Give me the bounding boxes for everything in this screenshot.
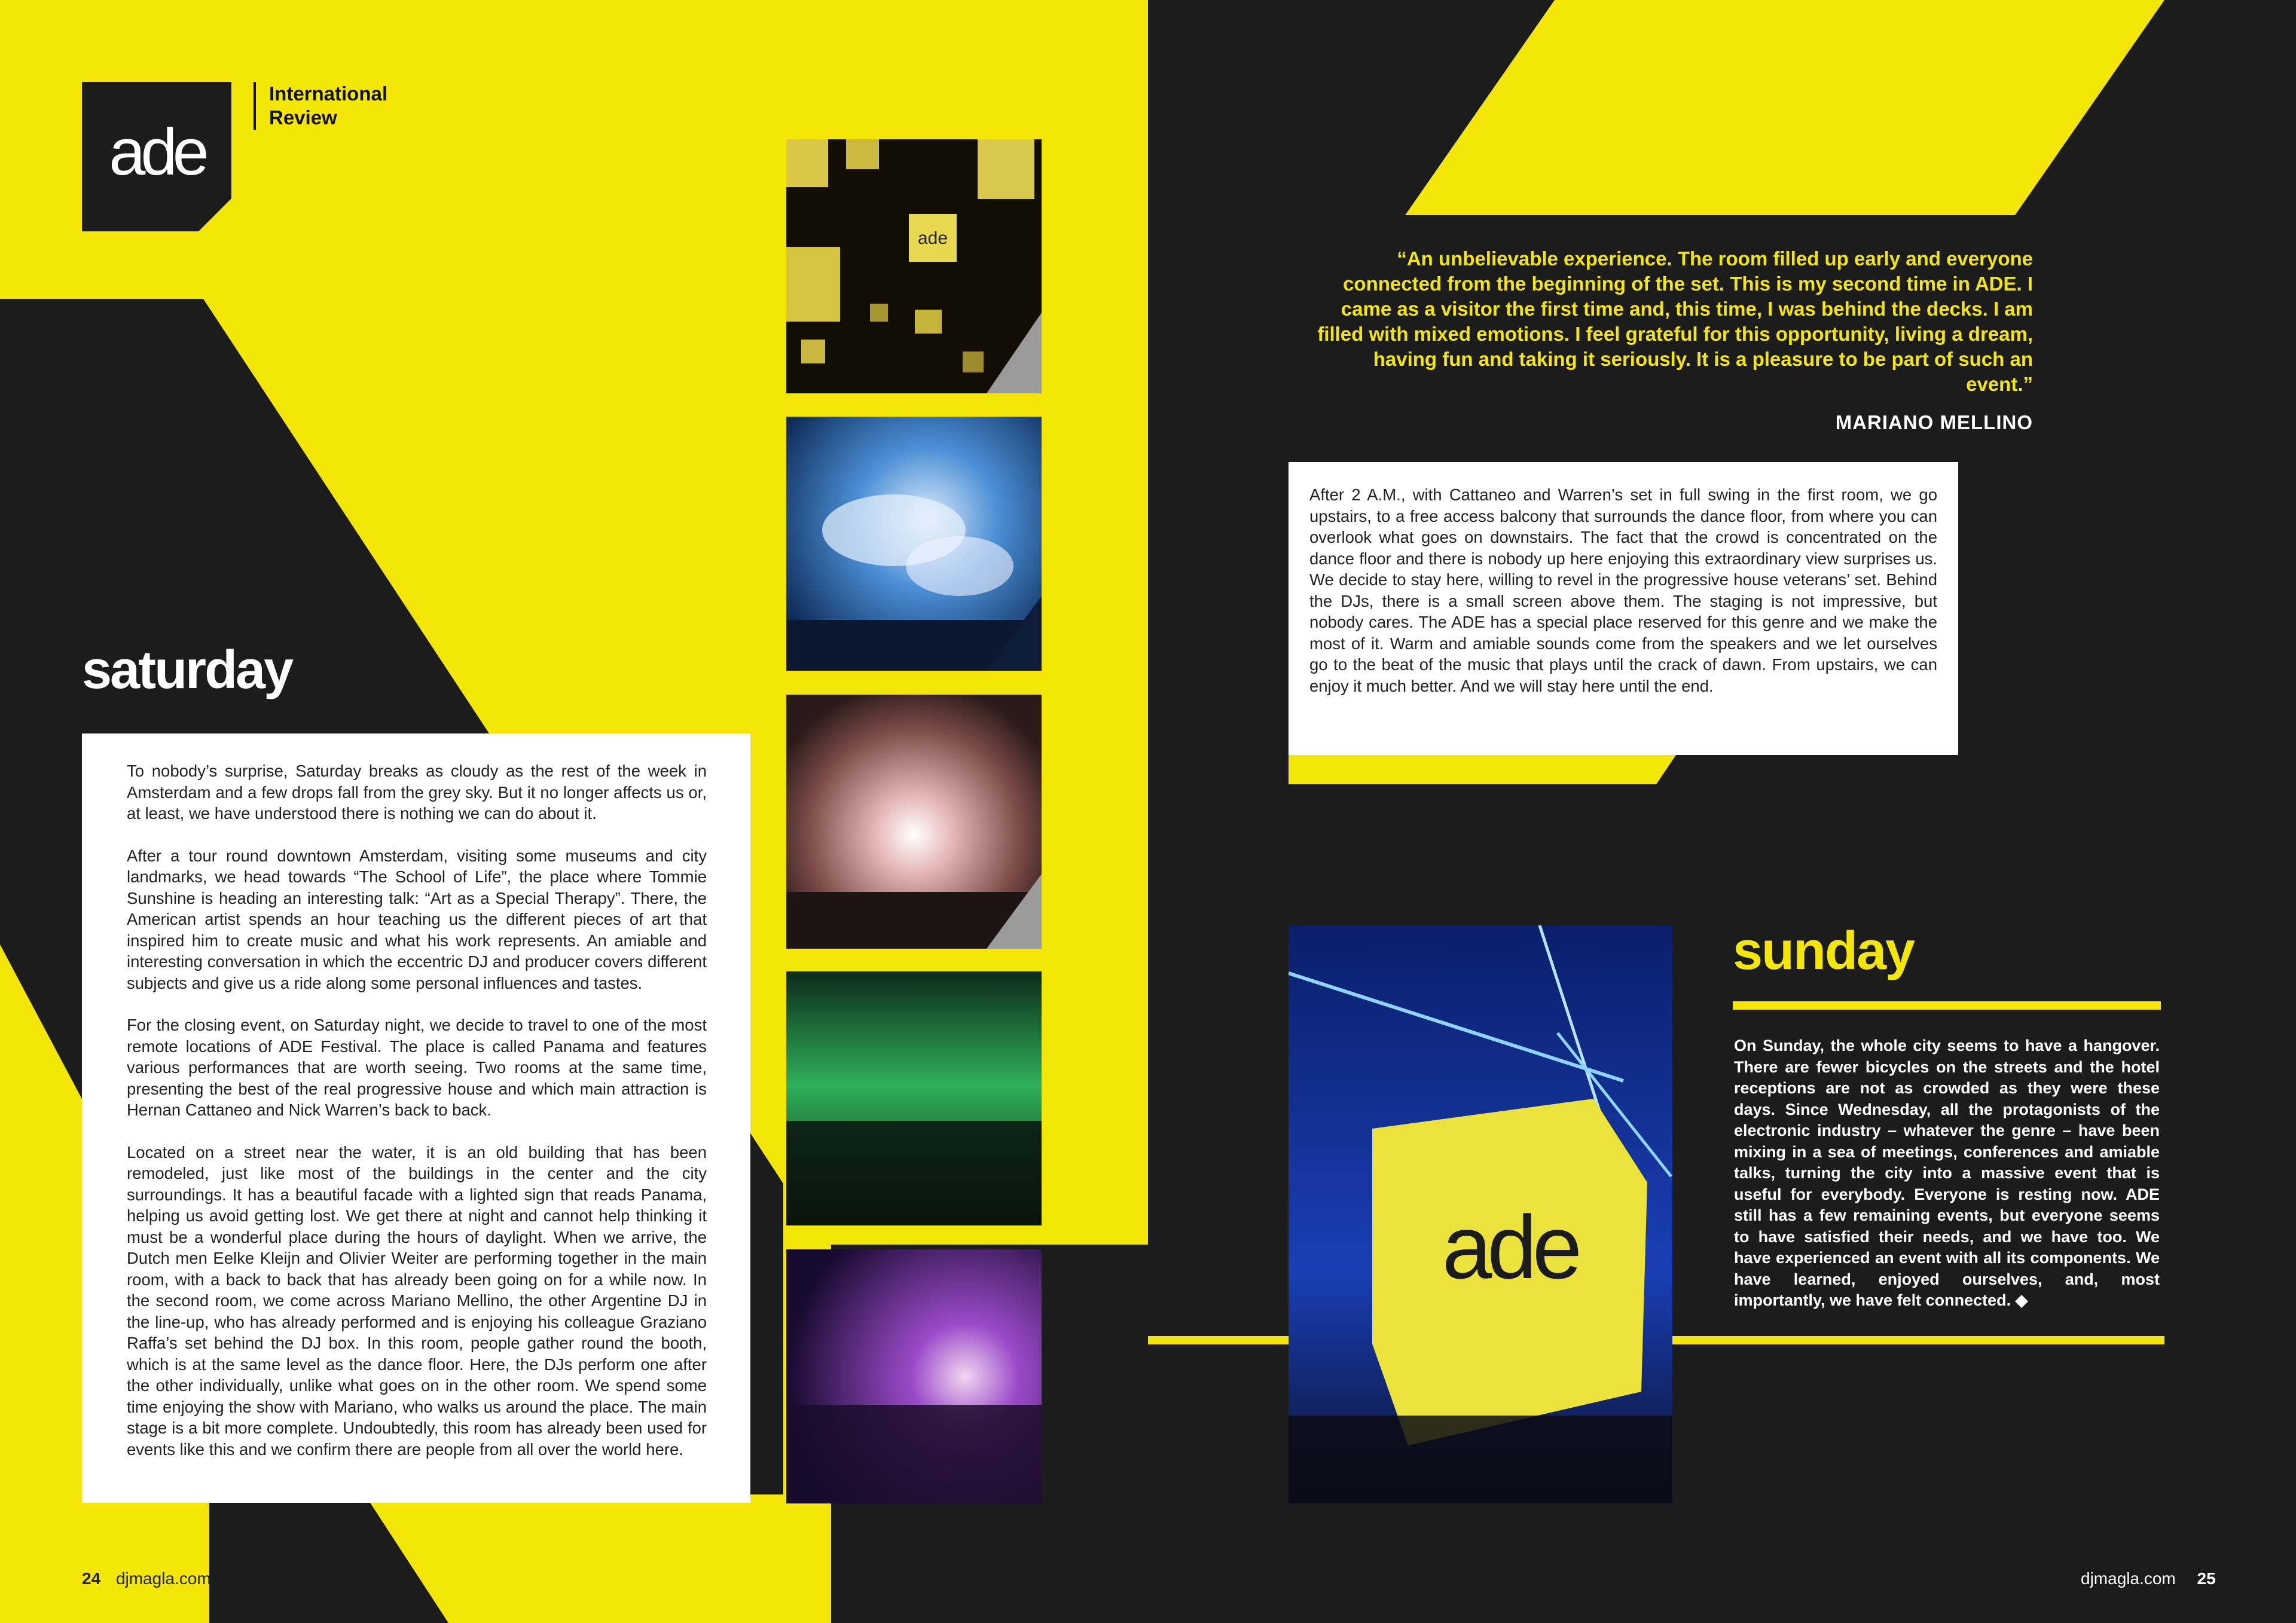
ade-logo-box xyxy=(82,82,231,231)
section-label-line2: Review xyxy=(269,106,337,129)
photo-ade-lanterns xyxy=(786,139,1042,393)
photo-smoke-blue-crowd xyxy=(786,417,1042,671)
glowing-ade-cube-blue-lasers-icon xyxy=(1289,925,1672,1503)
purple-dj-booth-crowd-icon xyxy=(786,1249,1042,1503)
balcony-text-card xyxy=(1289,462,1958,755)
pull-quote: “An unbelievable experience. The room filled up early and everyone connected from the beginning of the set. This is my second time in ADE. I came as a visitor the first time and, this time, I was behind the decks. I am filled with mixed emotions. I feel grateful for this opportunity, living a dream, having fun and taking it seriously. It is a pleasure to be part of such an event.” xyxy=(1317,247,2033,395)
photo-purple-dj-booth xyxy=(786,1249,1042,1503)
quote-author: MARIANO MELLINO xyxy=(1835,411,2033,433)
saturday-text-card xyxy=(82,733,750,1503)
svg-text:ade: ade xyxy=(917,228,948,248)
saturday-paragraph: After a tour round downtown Amsterdam, visiting some museums and city landmarks, we head towards “The School of Life”, the place where Tommie Sunshine is heading an interesting talk: “Art as a Special Therapy”. There, the American artist spends an hour teaching us the different pieces of art that inspired him to create music and what his work represents. An amiable and interesting conversation in which the eccentric DJ and producer covers different subjects and give us a ride along some personal influences and tastes. xyxy=(127,846,707,992)
saturday-paragraph: For the closing event, on Saturday night, we decide to travel to one of the most remote locations of ADE Festival. The place is called Panama and features various performances that are worth seeing. Two rooms at the same time, presenting the best of the real progressive house and which main attraction is Hernan Cattaneo and Nick Warren’s back to back. xyxy=(127,1016,707,1119)
left-site: djmagla.com xyxy=(115,1569,211,1588)
sunday-rule xyxy=(1733,1001,2161,1010)
domed-hall-pink-lights-icon xyxy=(786,695,1042,949)
photo-ade-sign-lasers xyxy=(1289,925,1672,1503)
balcony-body: After 2 A.M., with Cattaneo and Warren’s set in full swing in the first room, we go upstairs, to a free access balcony that surrounds the dance floor, from where you can overlook what goes on downstairs. The fact that the crowd is concentrated on the dance floor and there is nobody up here enjoying this extraordinary view surprises us. We decide to stay here, willing to revel in the progressive house veterans’ set. Behind the DJs, there is a small screen above them. The staging is not impressive, but nobody cares. The ADE has a special place reserved for this genre and we make the most of it. Warm and amiable sounds come from the speakers and we let ourselves go to the beat of the music that plays until the crack of dawn. From upstairs, we can enjoy it much better. And we will stay here until the end. xyxy=(1309,485,1937,695)
saturday-body xyxy=(127,760,707,1481)
photo-green-lasers xyxy=(786,971,1042,1225)
sunday-body: On Sunday, the whole city seems to have a hangover. There are fewer bicycles on the streets and the hotel receptions are not as crowded as they were these days. Since Wednesday, all the protagonists of the electronic industry – whatever the genre – have been mixing in a sea of meetings, conferences and amiable talks, turning the city into a massive event that is useful for everybody. Everyone is resting now. ADE still has a few remaining events, but everyone seems to have satisfied their needs, and we have too. We have experienced an event with all its components. We have learned, enjoyed ourselves, and, most importantly, we have felt connected. ◆ xyxy=(1734,1037,2160,1309)
photo-dome-lights xyxy=(786,695,1042,949)
left-page-number: 24 xyxy=(82,1569,101,1588)
right-folio xyxy=(2081,1569,2216,1588)
section-label-line1: International xyxy=(269,82,388,105)
saturday-paragraph: Located on a street near the water, it is an old building that has been remodeled, just like most of the buildings in the center and the city surroundings. It has a beautiful facade with a lighted sign that reads Panama, helping us avoid getting lost. We get there at night and cannot help thinking it must be a wonderful place during the hours of daylight. When we arrive, the Dutch men Eelke Kleijn and Olivier Weiter are performing together in the main room, with a back to back that has already been going on for a while now. In the second room, we come across Mariano Mellino, the other Argentine DJ in the line-up, who has already performed and is enjoying his colleague Graziano Raffa’s set behind the DJ box. In this room, people gather round the booth, which is at the same level as the dance floor. Here, the DJs perform one after the other individually, unlike what goes on in the other room. We spend some time enjoying the show with Mariano, who walks us around the place. The main stage is a bit more complete. Undoubtedly, this room has already been used for events like this and we confirm there are people from all over the world here. xyxy=(127,1142,707,1459)
sunday-heading: sunday xyxy=(1733,921,1915,981)
right-site: djmagla.com xyxy=(2081,1569,2176,1588)
saturday-paragraph: To nobody’s surprise, Saturday breaks as cloudy as the rest of the week in Amsterdam and a few drops fall from the grey sky. But it no longer affects us or, at least, we have understood there is nothing we can do about it. xyxy=(127,762,707,823)
yellow-lantern-ade-cubes-icon xyxy=(786,139,1042,393)
saturday-heading: saturday xyxy=(82,640,292,700)
green-laser-crowd-icon xyxy=(786,971,1042,1225)
blue-smoke-stage-lights-icon xyxy=(786,417,1042,671)
left-folio xyxy=(82,1569,211,1588)
logo-text: ade xyxy=(109,115,204,189)
svg-text:ade: ade xyxy=(1442,1197,1578,1297)
section-label xyxy=(254,82,387,130)
right-page-number: 25 xyxy=(2197,1569,2216,1588)
ade-logo-icon xyxy=(82,82,231,231)
